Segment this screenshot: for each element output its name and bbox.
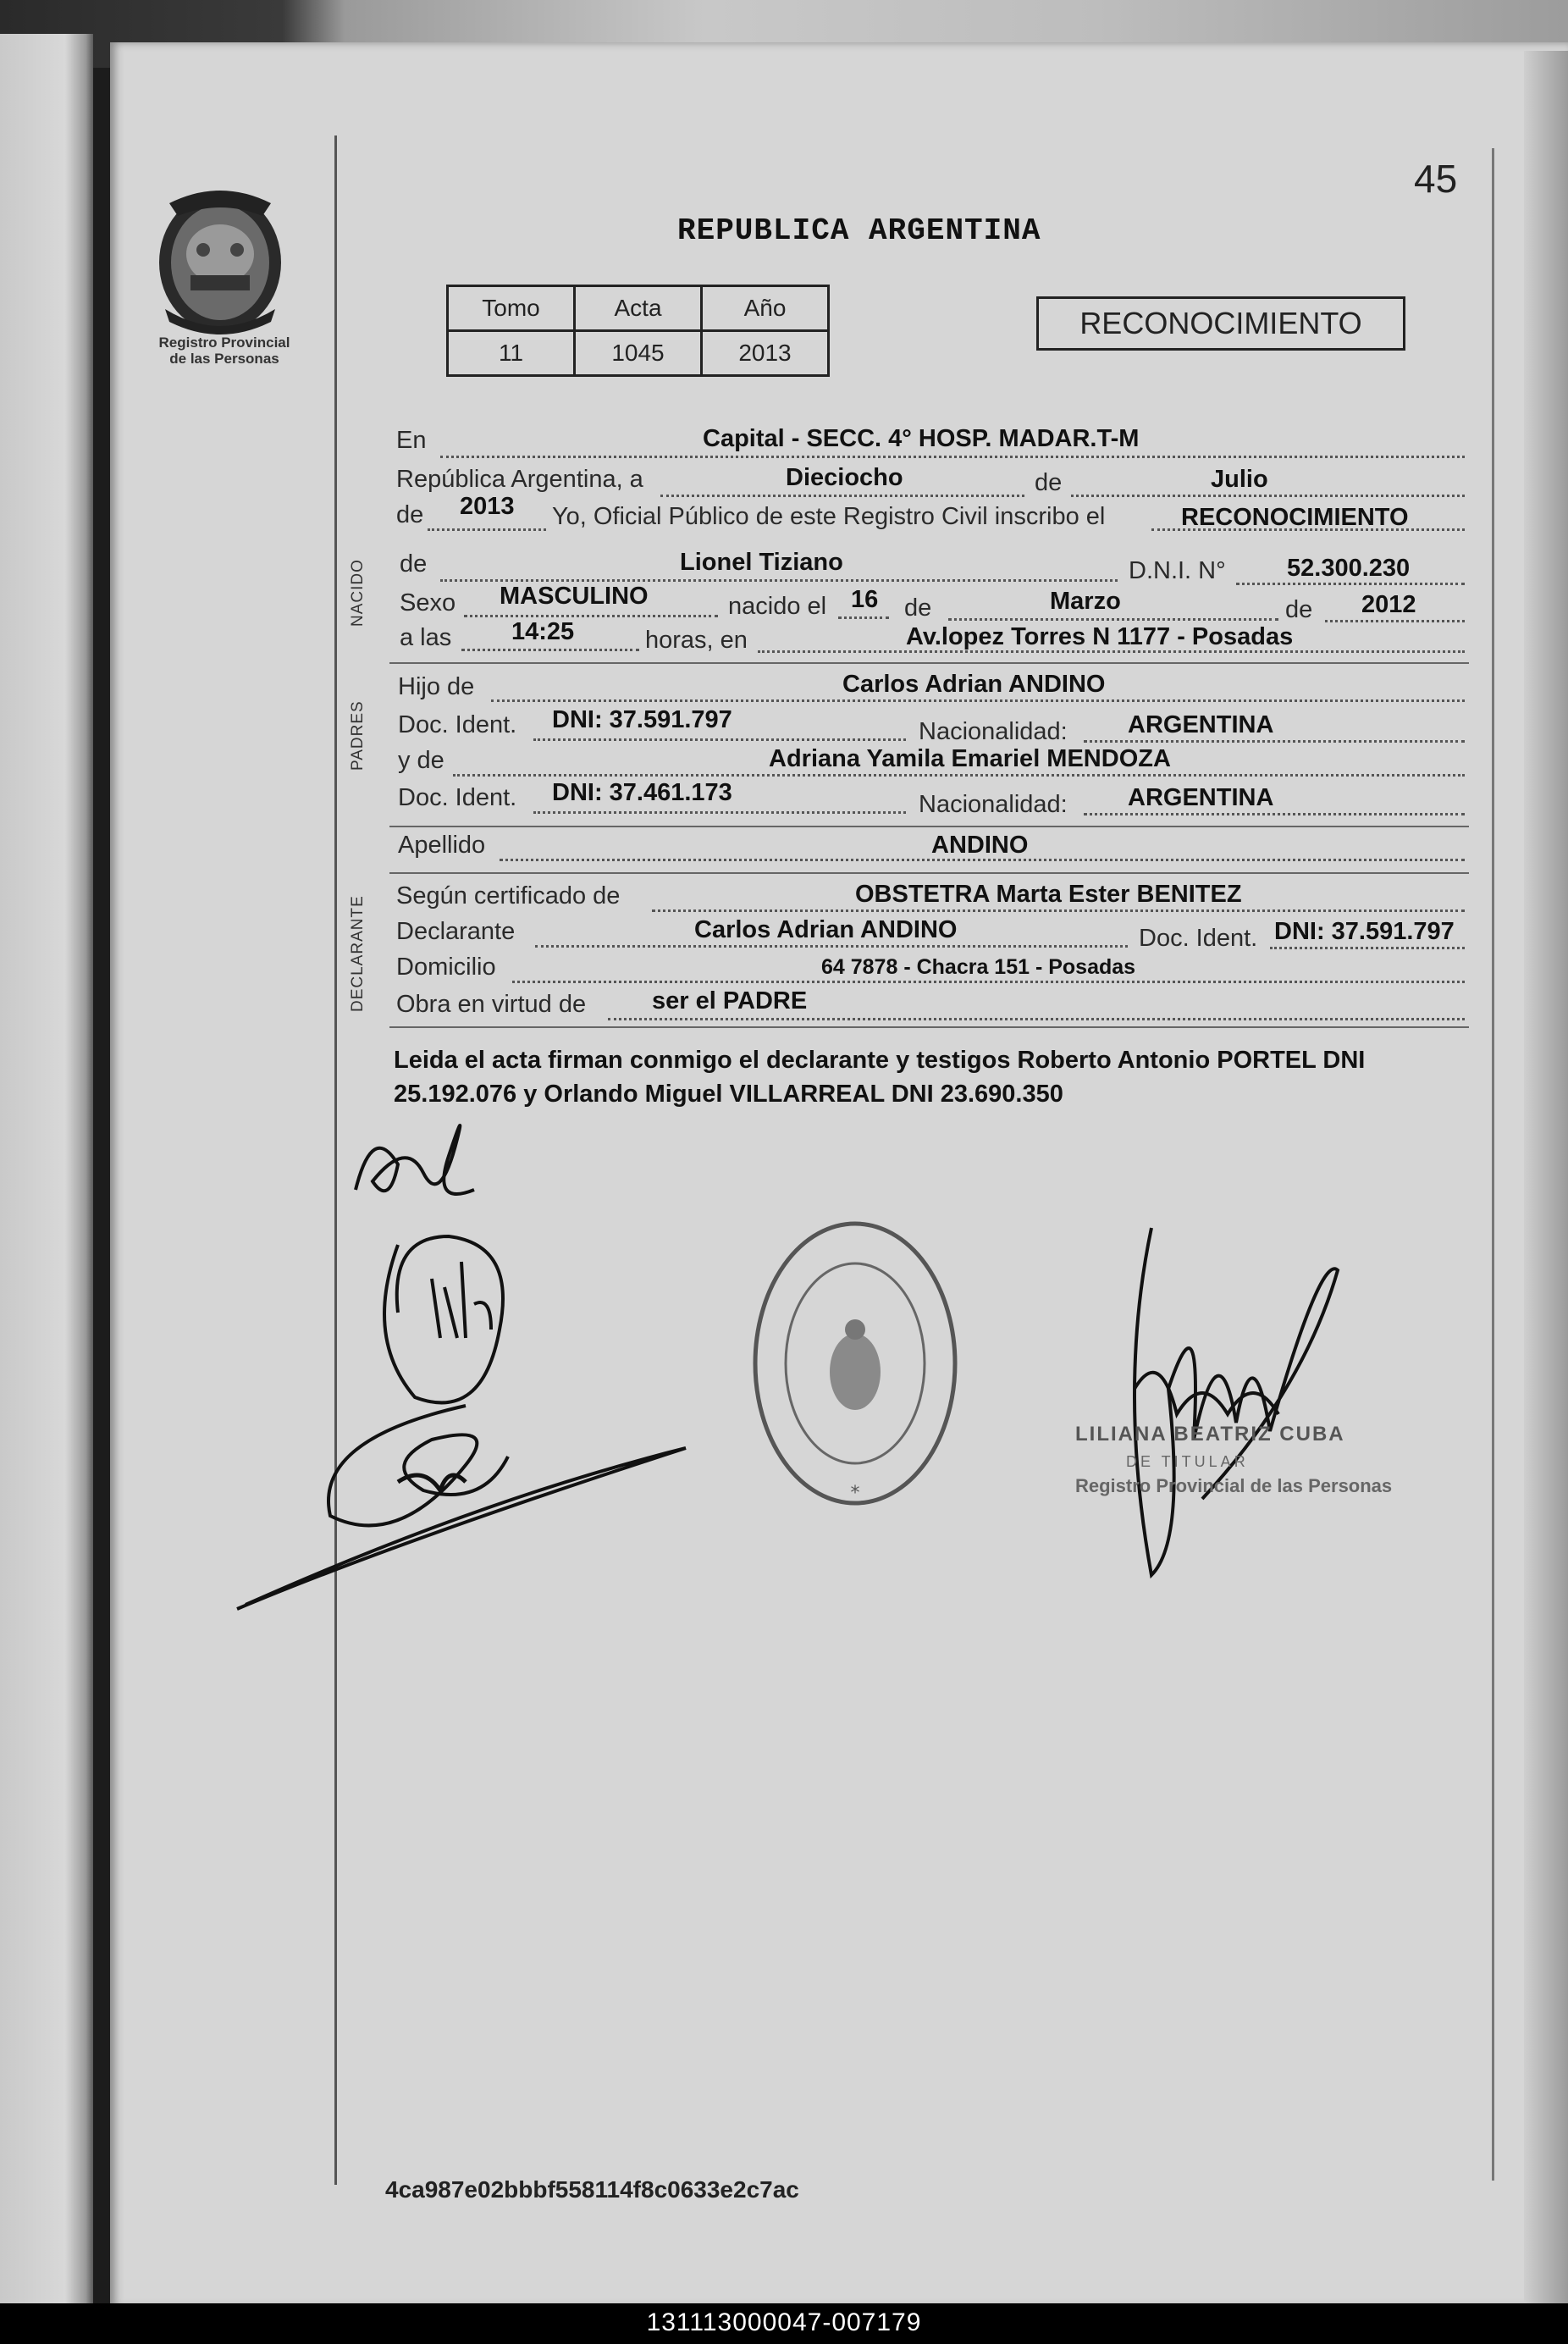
hijo-label: Hijo de bbox=[398, 673, 475, 700]
time-value: 14:25 bbox=[511, 618, 575, 645]
dotted-line bbox=[608, 1018, 1465, 1020]
doc1-value: DNI: 37.591.797 bbox=[552, 706, 732, 733]
dni-label: D.N.I. N° bbox=[1129, 557, 1226, 584]
header-acta: Acta bbox=[575, 286, 702, 331]
nacido-label: nacido el bbox=[728, 593, 827, 620]
dotted-line bbox=[440, 579, 1118, 582]
official-org: Registro Provincial de las Personas bbox=[1075, 1475, 1393, 1496]
sexo-label: Sexo bbox=[400, 589, 456, 616]
official-name: LILIANA BEATRIZ CUBA bbox=[1075, 1423, 1345, 1446]
section-divider bbox=[389, 1026, 1469, 1028]
name-value: Lionel Tiziano bbox=[680, 549, 843, 576]
right-margin-line bbox=[1492, 148, 1494, 2181]
name-label: de bbox=[400, 550, 428, 578]
dotted-line bbox=[533, 738, 906, 741]
registry-round-stamp-icon bbox=[737, 1202, 974, 1524]
yde-label: y de bbox=[398, 747, 444, 774]
birth-de1-label: de bbox=[904, 594, 932, 622]
dotted-line bbox=[464, 615, 718, 617]
dotted-line bbox=[461, 649, 639, 651]
obra-value: ser el PADRE bbox=[652, 987, 808, 1014]
sexo-value: MASCULINO bbox=[500, 583, 649, 610]
dotted-line bbox=[491, 699, 1465, 702]
padres-side-label: PADRES bbox=[349, 700, 367, 771]
mother-value: Adriana Yamila Emariel MENDOZA bbox=[769, 745, 1171, 772]
document-hash: 4ca987e02bbbf558114f8c0633e2c7ac bbox=[385, 2176, 799, 2203]
birth-day-value: 16 bbox=[851, 586, 879, 613]
header-ano: Año bbox=[702, 286, 829, 331]
domicilio-label: Domicilio bbox=[396, 954, 496, 981]
dotted-line bbox=[1325, 620, 1465, 622]
official-role: DE TITULAR bbox=[1126, 1453, 1249, 1470]
domicilio-value: 64 7878 - Chacra 151 - Posadas bbox=[821, 955, 1136, 979]
inscribe-value: RECONOCIMIENTO bbox=[1181, 504, 1409, 531]
declarante-side-label: DECLARANTE bbox=[349, 895, 367, 1012]
obra-label: Obra en virtud de bbox=[396, 991, 587, 1018]
nac1-value: ARGENTINA bbox=[1128, 711, 1274, 738]
dotted-line bbox=[535, 945, 1128, 948]
de-label: de bbox=[396, 501, 424, 528]
nac1-label: Nacionalidad: bbox=[919, 718, 1068, 745]
logo-caption bbox=[140, 334, 309, 367]
year-value: 2013 bbox=[460, 493, 515, 520]
section-divider bbox=[389, 872, 1469, 874]
de-label: de bbox=[1035, 469, 1063, 496]
nac2-label: Nacionalidad: bbox=[919, 791, 1068, 818]
dotted-line bbox=[838, 616, 889, 619]
dotted-line bbox=[948, 618, 1278, 621]
value-acta: 1045 bbox=[575, 331, 702, 376]
dotted-line bbox=[512, 981, 1465, 983]
value-ano: 2013 bbox=[702, 331, 829, 376]
signature-official bbox=[1101, 1219, 1355, 1592]
birth-year-value: 2012 bbox=[1361, 591, 1416, 618]
svg-text:*: * bbox=[850, 1483, 860, 1504]
nacido-side-label: NACIDO bbox=[349, 559, 367, 627]
header-tomo: Tomo bbox=[448, 286, 575, 331]
dotted-line bbox=[1071, 495, 1465, 497]
dotted-line bbox=[440, 456, 1465, 458]
intro-text: Yo, Oficial Público de este Registro Civil inscribo el bbox=[552, 503, 1106, 530]
dotted-line bbox=[1270, 947, 1465, 949]
father-value: Carlos Adrian ANDINO bbox=[842, 671, 1106, 698]
place-value: Av.lopez Torres N 1177 - Posadas bbox=[906, 623, 1294, 650]
declarante-label: Declarante bbox=[396, 918, 516, 945]
act-type-box: RECONOCIMIENTO bbox=[1036, 296, 1405, 351]
cert-label: Según certificado de bbox=[396, 882, 621, 909]
signature-declarante-initial bbox=[339, 1088, 491, 1224]
margin-line bbox=[334, 135, 337, 2185]
section-divider bbox=[389, 662, 1469, 664]
birth-de2-label: de bbox=[1285, 596, 1313, 623]
horas-label: horas, en bbox=[645, 627, 748, 654]
document-title: REPUBLICA ARGENTINA bbox=[677, 213, 1041, 248]
dotted-line bbox=[533, 811, 906, 814]
record-table bbox=[446, 285, 830, 377]
dotted-line bbox=[1084, 813, 1465, 815]
page-right-edge bbox=[1524, 51, 1568, 2303]
apellido-value: ANDINO bbox=[931, 832, 1029, 859]
section-divider bbox=[389, 826, 1469, 827]
dotted-line bbox=[1084, 740, 1465, 743]
page-number: 45 bbox=[1414, 157, 1458, 201]
month-value: Julio bbox=[1211, 466, 1268, 493]
value-tomo: 11 bbox=[448, 331, 575, 376]
alas-label: a las bbox=[400, 624, 452, 651]
dni-value: 52.300.230 bbox=[1287, 555, 1411, 582]
logo-caption-line2: de las Personas bbox=[169, 351, 279, 367]
cert-value: OBSTETRA Marta Ester BENITEZ bbox=[855, 881, 1242, 908]
doc3-value: DNI: 37.591.797 bbox=[1274, 918, 1455, 945]
en-value: Capital - SECC. 4° HOSP. MADAR.T-M bbox=[703, 425, 1140, 452]
left-book-page bbox=[0, 34, 93, 2303]
doc2-value: DNI: 37.461.173 bbox=[552, 779, 732, 806]
logo-caption-line1: Registro Provincial bbox=[158, 334, 290, 351]
nac2-value: ARGENTINA bbox=[1128, 784, 1274, 811]
doc3-label: Doc. Ident. bbox=[1139, 925, 1258, 952]
doc1-label: Doc. Ident. bbox=[398, 711, 517, 738]
document-page bbox=[110, 42, 1568, 2308]
dotted-line bbox=[660, 495, 1024, 497]
misiones-seal-icon bbox=[152, 182, 288, 339]
dotted-line bbox=[453, 774, 1465, 777]
footer-id: 131113000047-007179 bbox=[646, 2308, 922, 2336]
dotted-line bbox=[428, 528, 546, 531]
birth-month-value: Marzo bbox=[1050, 588, 1121, 615]
en-label: En bbox=[396, 427, 427, 454]
closing-note: Leida el acta firman conmigo el declarante y testigos Roberto Antonio PORTEL DNI 25.192.076 y Orlando Miguel VILLARREAL DNI 23.690.350 bbox=[394, 1047, 1366, 1108]
republica-label: República Argentina, a bbox=[396, 466, 643, 493]
doc2-label: Doc. Ident. bbox=[398, 784, 517, 811]
signature-witness-2 bbox=[229, 1389, 703, 1626]
apellido-label: Apellido bbox=[398, 832, 486, 859]
declarante-value: Carlos Adrian ANDINO bbox=[694, 916, 958, 943]
dotted-line bbox=[1236, 583, 1465, 585]
dotted-line bbox=[652, 909, 1465, 912]
day-value: Dieciocho bbox=[786, 464, 903, 491]
